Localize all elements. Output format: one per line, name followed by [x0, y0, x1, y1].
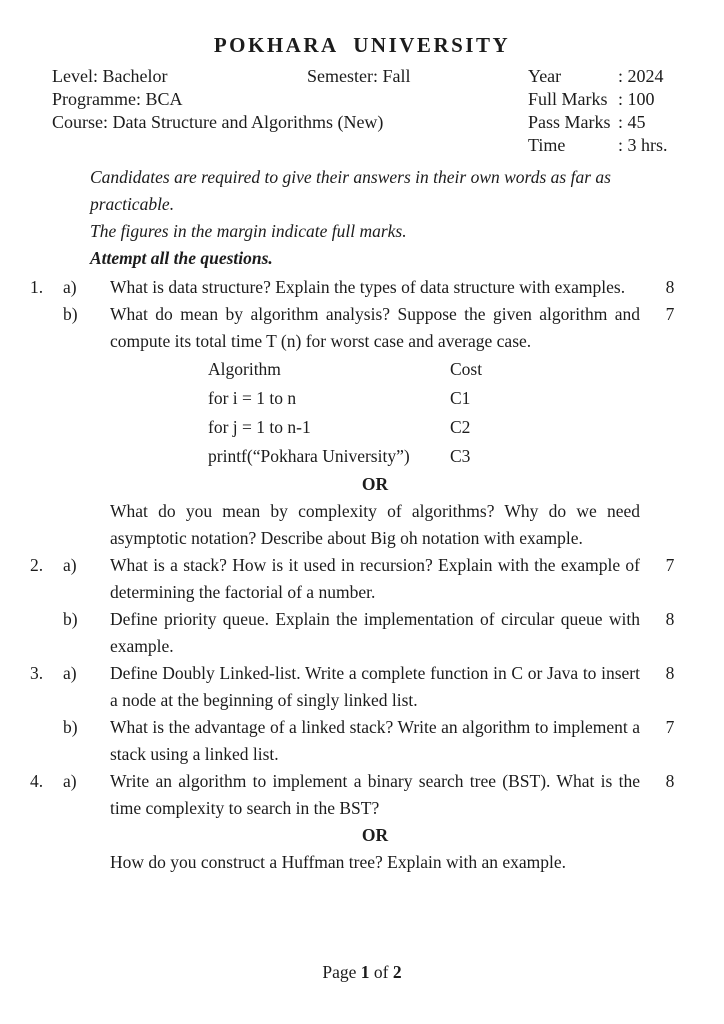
algorithm-cell: for i = 1 to n — [208, 388, 297, 408]
questions-section — [0, 274, 724, 876]
question-3b-row — [0, 714, 724, 768]
instruction-note-2: The figures in the margin indicate full marks. — [90, 221, 407, 241]
part-letter: b) — [63, 609, 78, 629]
header-middle-column — [307, 65, 528, 157]
table-row — [208, 413, 640, 442]
cost-cell: C3 — [450, 446, 471, 466]
question-number: 4. — [30, 771, 44, 791]
marks-value: 8 — [665, 663, 675, 683]
marks-value: 8 — [665, 771, 675, 791]
time-label: Time — [528, 135, 566, 155]
algorithm-cell: for j = 1 to n-1 — [208, 417, 311, 437]
question-number: 3. — [30, 663, 44, 683]
part-letter: a) — [63, 771, 77, 791]
or-separator-row — [0, 471, 724, 498]
course-field: Course: Data Structure and Algorithms (New) — [52, 112, 384, 132]
pass-marks-row — [528, 111, 690, 134]
or-separator: OR — [361, 474, 389, 494]
full-marks-row — [528, 88, 690, 111]
question-text: Write an algorithm to implement a binary search tree (BST). What is the time complexity to search in the BST? — [110, 771, 640, 818]
table-row — [208, 384, 640, 413]
part-letter: a) — [63, 277, 77, 297]
question-text: What do mean by algorithm analysis? Suppose the given algorithm and compute its total time T (n) for worst case and average case. — [110, 304, 640, 351]
footer-total-pages: 2 — [392, 962, 402, 982]
algorithm-cost-table — [208, 355, 640, 471]
table-row — [208, 442, 640, 471]
question-text: What is the advantage of a linked stack? Write an algorithm to implement a stack using a linked list. — [110, 717, 640, 764]
question-text: Define Doubly Linked-list. Write a complete function in C or Java to insert a node at the beginning of singly linked list. — [110, 663, 640, 710]
question-2a-row — [0, 552, 724, 606]
instructions-block — [90, 164, 640, 272]
cost-header: Cost — [450, 359, 483, 379]
footer-page-number: 1 — [360, 962, 370, 982]
question-text: What is a stack? How is it used in recursion? Explain with the example of determining the factorial of a number. — [110, 555, 640, 602]
pass-marks-label: Pass Marks — [528, 112, 611, 132]
programme-field: Programme: BCA — [52, 89, 183, 109]
year-row — [528, 65, 690, 88]
question-2b-row — [0, 606, 724, 660]
semester-field: Semester: Fall — [307, 66, 411, 86]
page-footer — [0, 962, 724, 983]
marks-value: 7 — [665, 717, 675, 737]
year-label: Year — [528, 66, 562, 86]
question-1b-row — [0, 301, 724, 355]
instruction-note-1: Candidates are required to give their answers in their own words as far as practicable. — [90, 167, 611, 214]
question-1a-row — [0, 274, 724, 301]
marks-value: 7 — [665, 304, 675, 324]
time-row — [528, 134, 690, 157]
question-1-or-row — [0, 498, 724, 552]
question-text: Define priority queue. Explain the implementation of circular queue with example. — [110, 609, 640, 656]
part-letter: a) — [63, 663, 77, 683]
header-right-column — [528, 65, 690, 157]
page-title: POKHARA UNIVERSITY — [213, 33, 511, 57]
year-value: : 2024 — [618, 66, 664, 86]
part-letter: b) — [63, 304, 78, 324]
question-text: How do you construct a Huffman tree? Explain with an example. — [110, 852, 566, 872]
cost-cell: C1 — [450, 388, 471, 408]
question-text: What do you mean by complexity of algorithms? Why do we need asymptotic notation? Describe about Big oh notation with example. — [110, 501, 640, 548]
time-value: : 3 hrs. — [618, 135, 668, 155]
or-separator-row — [0, 822, 724, 849]
cost-cell: C2 — [450, 417, 471, 437]
pass-marks-value: : 45 — [618, 112, 646, 132]
question-4-or-row — [0, 849, 724, 876]
question-3a-row — [0, 660, 724, 714]
full-marks-value: : 100 — [618, 89, 655, 109]
question-text: What is data structure? Explain the types of data structure with examples. — [110, 277, 626, 297]
instruction-note-3: Attempt all the questions. — [90, 248, 273, 268]
question-number: 1. — [30, 277, 44, 297]
or-separator: OR — [361, 825, 389, 845]
question-number: 2. — [30, 555, 44, 575]
algorithm-header: Algorithm — [208, 359, 281, 379]
marks-value: 7 — [665, 555, 675, 575]
algorithm-table-row — [0, 355, 724, 471]
question-4a-row — [0, 768, 724, 822]
exam-header — [0, 65, 724, 157]
footer-of-word: of — [373, 962, 389, 982]
part-letter: a) — [63, 555, 77, 575]
marks-value: 8 — [665, 609, 675, 629]
table-header-row — [208, 355, 640, 384]
footer-page-word: Page — [322, 962, 357, 982]
marks-value: 8 — [665, 277, 675, 297]
full-marks-label: Full Marks — [528, 89, 608, 109]
algorithm-cell: printf(“Pokhara University”) — [208, 446, 410, 466]
part-letter: b) — [63, 717, 78, 737]
level-field: Level: Bachelor — [52, 66, 168, 86]
